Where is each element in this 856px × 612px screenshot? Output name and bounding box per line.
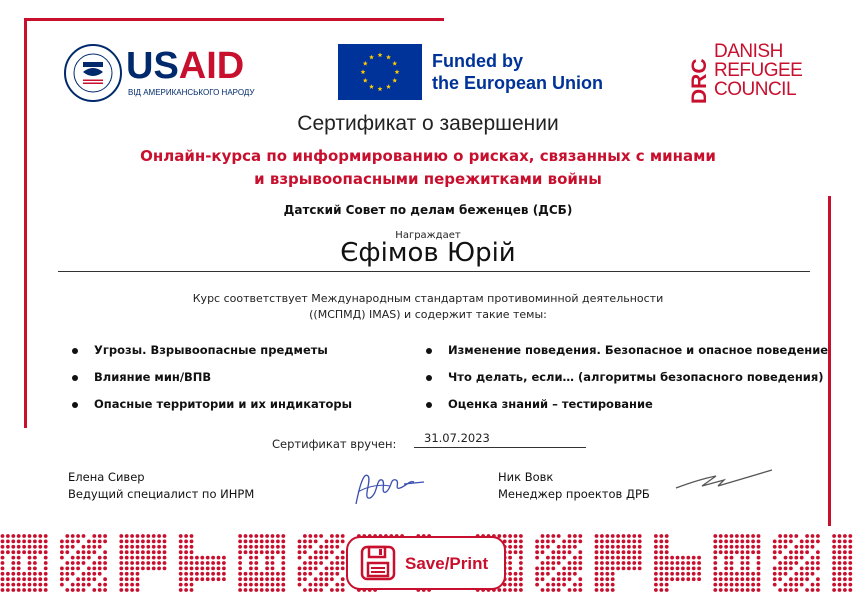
standard-line-2: ((МСПМД) IMAS) и содержит такие темы: (309, 308, 547, 321)
drc-logo (688, 41, 812, 104)
course-title-line-1: Онлайн-курса по информированию о рисках, связанных с минами (140, 147, 716, 165)
topic-label: Изменение поведения. Безопасное и опасное поведение (448, 343, 829, 357)
bullet-icon (72, 375, 78, 381)
eu-funding-text (432, 50, 603, 94)
eu-line-1: Funded by (432, 51, 523, 71)
usaid-wordmark (126, 46, 244, 86)
issued-underline (414, 447, 586, 448)
drc-name (714, 42, 802, 99)
standard-statement (0, 291, 856, 323)
topic-label: Угрозы. Взрывоопасные предметы (94, 343, 328, 357)
usaid-seal-icon (64, 44, 122, 102)
bullet-icon (426, 348, 432, 354)
standard-line-1: Курс соответствует Международным стандартам противоминной деятельности (192, 292, 664, 305)
signatory-left (68, 469, 254, 503)
topic-label: Опасные территории и их индикаторы (94, 397, 353, 411)
usaid-aid: AID (178, 45, 245, 87)
awarded-label: Награждает (395, 230, 461, 241)
topic-label: Оценка знаний – тестирование (448, 397, 653, 411)
save-print-button[interactable] (346, 536, 506, 590)
bullet-icon (426, 375, 432, 381)
usaid-logo (64, 44, 264, 104)
topic-label: Влияние мин/ВПВ (94, 370, 212, 384)
usaid-us: US (126, 45, 179, 87)
eu-flag-icon (338, 44, 422, 100)
bullet-icon (426, 402, 432, 408)
eu-funding-logo (338, 44, 628, 102)
drc-line-1: DANISH (714, 41, 783, 62)
signatory-right (498, 469, 650, 503)
signature-left-icon (350, 464, 430, 510)
drc-monogram-icon (688, 42, 711, 104)
floppy-disk-icon (360, 545, 396, 581)
frame-top-line (24, 18, 444, 21)
save-print-label: Save/Print (405, 554, 489, 573)
issued-date: 31.07.2023 (424, 431, 490, 445)
course-title-line-2: и взрывоопасными пережитками войны (254, 170, 602, 188)
signatory-left-name: Елена Сивер (68, 470, 145, 484)
drc-line-3: COUNCIL (714, 79, 797, 100)
signature-right-icon (672, 464, 776, 494)
certificate-title: Сертификат о завершении (297, 112, 559, 135)
recipient-name: Єфімов Юрій (340, 238, 516, 268)
organization-name: Датский Совет по делам беженцев (ДСБ) (283, 203, 573, 217)
usaid-tagline: ВІД АМЕРИКАНСЬКОГО НАРОДУ (128, 88, 255, 97)
eu-line-2: the European Union (432, 73, 603, 93)
issued-label: Сертификат вручен: (272, 437, 397, 451)
bullet-icon (72, 348, 78, 354)
drc-line-2: REFUGEE (714, 60, 803, 81)
topic-label: Что делать, если… (алгоритмы безопасного поведения) (448, 370, 824, 384)
recipient-underline (58, 271, 810, 272)
course-title (0, 145, 856, 191)
signatory-right-name: Ник Вовк (498, 470, 554, 484)
svg-text:DRC: DRC (688, 58, 711, 104)
bullet-icon (72, 402, 78, 408)
signatory-right-role: Менеджер проектов ДРБ (498, 487, 650, 501)
signatory-left-role: Ведущий специалист по ИНРМ (68, 487, 255, 501)
frame-left-line (24, 18, 27, 428)
